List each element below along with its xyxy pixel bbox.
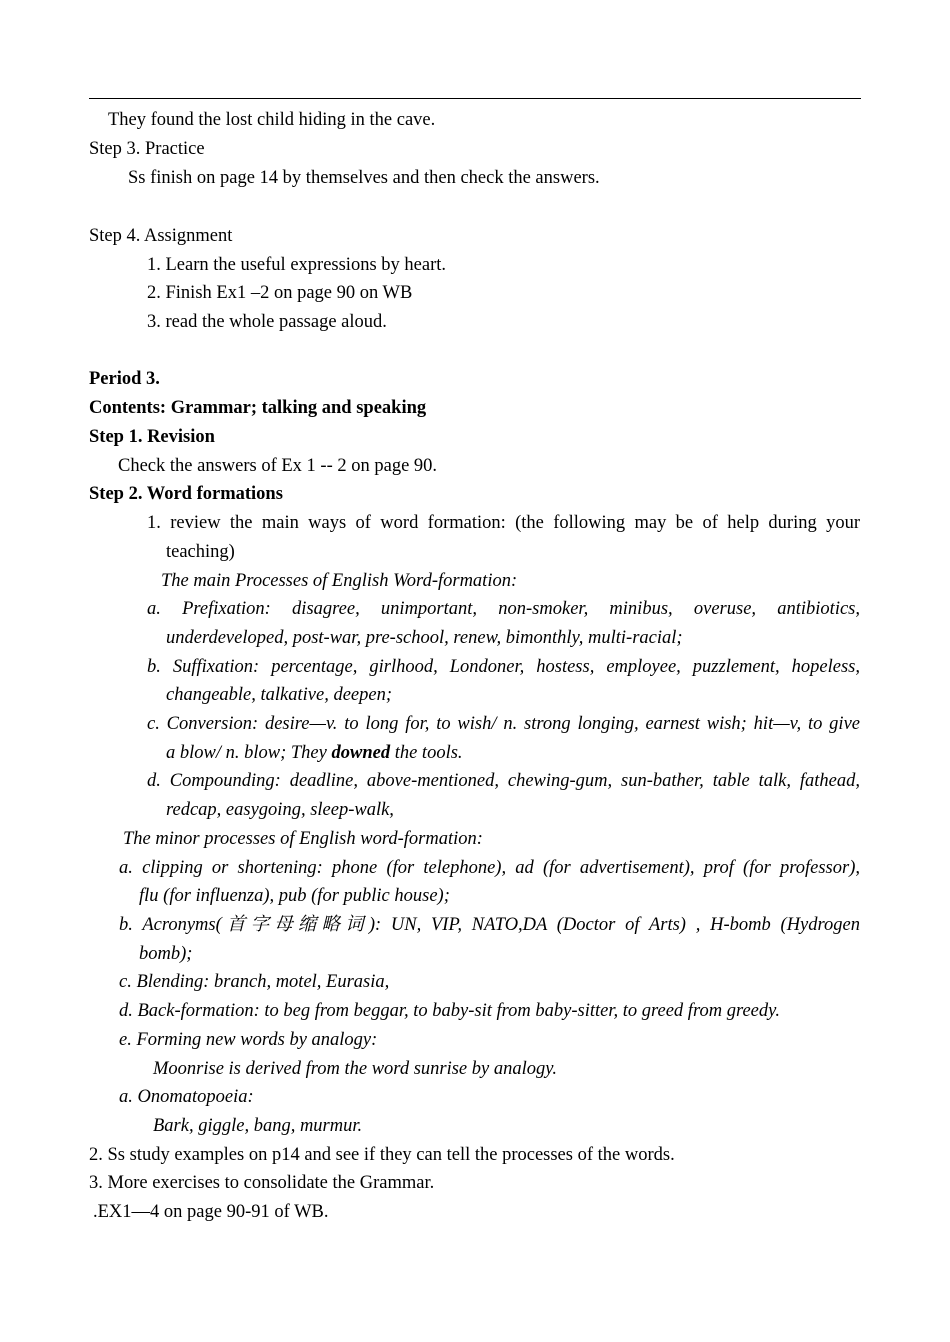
assignment-item: 1. Learn the useful expressions by heart. <box>147 255 446 275</box>
back-formation-line: d. Back-formation: to beg from beggar, to baby-sit from baby-sitter, to greed from greedy. <box>119 1001 780 1021</box>
conversion-bold-word: downed <box>331 743 391 763</box>
closing-item: 2. Ss study examples on p14 and see if they can tell the processes of the words. <box>89 1145 675 1165</box>
period-title: Period 3. <box>89 369 160 389</box>
minor-processes-heading: The minor processes of English word-formation: <box>123 829 483 849</box>
step3-text: Ss finish on page 14 by themselves and then check the answers. <box>128 168 600 188</box>
step1-text: Check the answers of Ex 1 -- 2 on page 90. <box>118 456 438 476</box>
contents-heading: Contents: Grammar; talking and speaking <box>89 398 427 418</box>
compounding-line: d. Compounding: deadline, above-mentioned, chewing-gum, sun-bather, table talk, fathead, <box>147 771 860 791</box>
blending-line: c. Blending: branch, motel, Eurasia, <box>119 972 390 992</box>
exercise-reference: .EX1—4 on page 90-91 of WB. <box>93 1202 329 1222</box>
conversion-text: the tools. <box>390 743 463 763</box>
analogy-line: e. Forming new words by analogy: <box>119 1030 378 1050</box>
analogy-example: Moonrise is derived from the word sunrise by analogy. <box>153 1059 558 1079</box>
header-rule <box>89 98 861 99</box>
conversion-text: a blow/ n. blow; They <box>166 743 332 763</box>
clipping-line: a. clipping or shortening: phone (for telephone), ad (for advertisement), prof (for professor), <box>119 858 860 878</box>
acronyms-line: bomb); <box>139 944 193 964</box>
step3-title: Step 3. Practice <box>89 139 205 159</box>
suffixation-line: changeable, talkative, deepen; <box>166 685 393 705</box>
step2-title: Step 2. Word formations <box>89 484 283 504</box>
assignment-item: 3. read the whole passage aloud. <box>147 312 387 332</box>
onomatopoeia-line: a. Onomatopoeia: <box>119 1087 254 1107</box>
suffixation-line: b. Suffixation: percentage, girlhood, Londoner, hostess, employee, puzzlement, hopeless, <box>147 657 860 677</box>
prefixation-line: a. Prefixation: disagree, unimportant, non-smoker, minibus, overuse, antibiotics, <box>147 599 860 619</box>
onomatopoeia-example: Bark, giggle, bang, murmur. <box>153 1116 363 1136</box>
example-sentence: They found the lost child hiding in the cave. <box>108 110 436 130</box>
closing-item: 3. More exercises to consolidate the Grammar. <box>89 1173 435 1193</box>
prefixation-line: underdeveloped, post-war, pre-school, renew, bimonthly, multi-racial; <box>166 628 683 648</box>
step1-title: Step 1. Revision <box>89 427 215 447</box>
clipping-line: flu (for influenza), pub (for public house); <box>139 886 450 906</box>
assignment-item: 2. Finish Ex1 –2 on page 90 on WB <box>147 283 413 303</box>
review-line: 1. review the main ways of word formation: (the following may be of help during your <box>147 513 860 533</box>
review-line: teaching) <box>166 542 235 562</box>
compounding-line: redcap, easygoing, sleep-walk, <box>166 800 394 820</box>
acronyms-line: b. Acronyms(首字母缩略词): UN, VIP, NATO,DA (Doctor of Arts) , H-bomb (Hydrogen <box>119 915 860 935</box>
main-processes-heading: The main Processes of English Word-formation: <box>161 571 518 591</box>
conversion-line: c. Conversion: desire—v. to long for, to wish/ n. strong longing, earnest wish; hit—v, to give <box>147 714 860 734</box>
conversion-line <box>166 741 463 765</box>
step4-title: Step 4. Assignment <box>89 226 233 246</box>
